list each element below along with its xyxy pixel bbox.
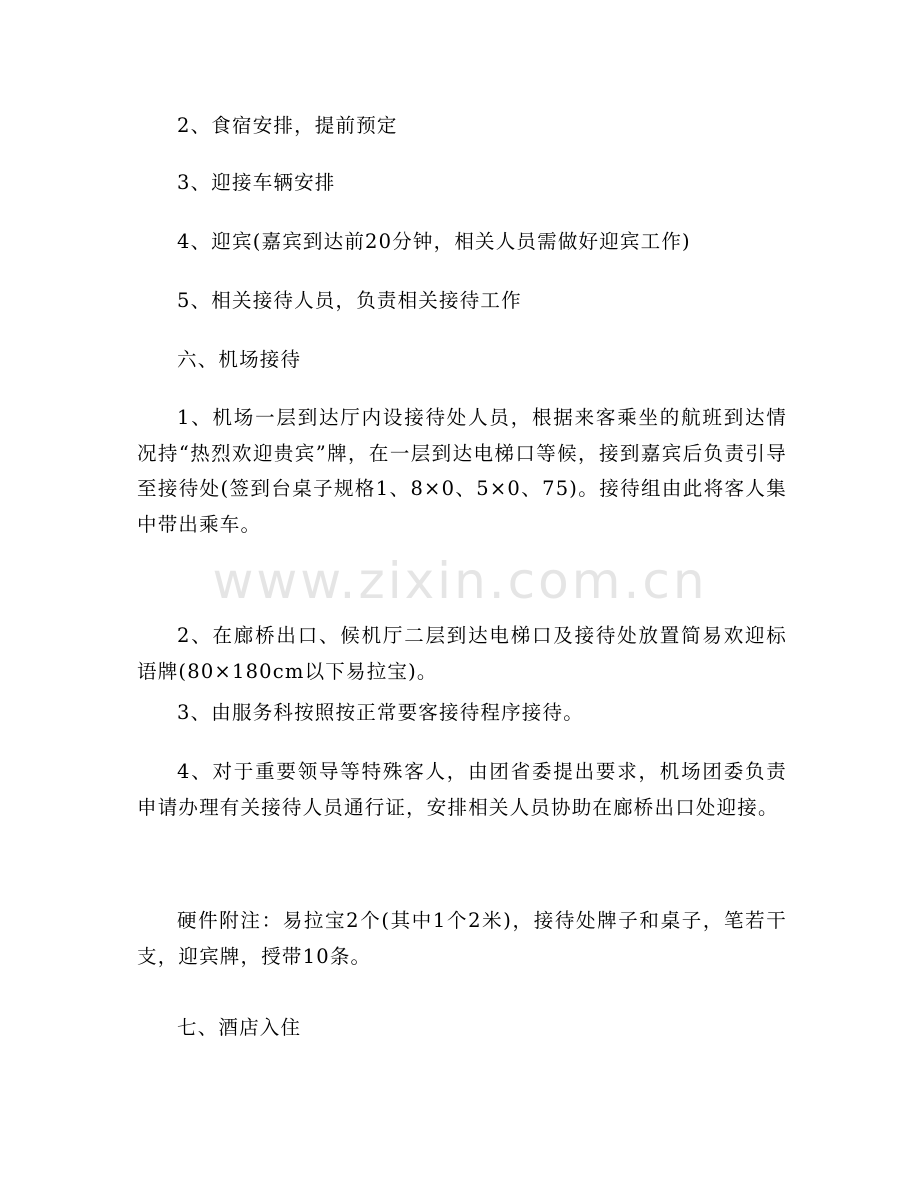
paragraph-reception-staff: 5、相关接待人员，负责相关接待工作 — [177, 289, 522, 312]
section-heading-hotel-checkin: 七、酒店入住 — [177, 1016, 302, 1039]
section-heading-airport-reception: 六、机场接待 — [177, 348, 302, 371]
paragraph-vip-guests: 4、对于重要领导等特殊客人，由团省委提出要求，机场团委负责申请办理有关接待人员通行证，安排相关人员协助在廊桥出口处迎接。 — [137, 760, 787, 819]
paragraph-service-procedure: 3、由服务科按照按正常要客接待程序接待。 — [177, 701, 584, 724]
paragraph-hardware-note: 硬件附注：易拉宝2个(其中1个2米)，接待处牌子和桌子，笔若干支，迎宾牌，授带10条。 — [137, 909, 787, 968]
paragraph-welcome-guests: 4、迎宾(嘉宾到达前20分钟，相关人员需做好迎宾工作) — [177, 230, 691, 253]
paragraph-welcome-signs: 2、在廊桥出口、候机厅二层到达电梯口及接待处放置简易欢迎标语牌(80×180cm以下易拉宝)。 — [137, 624, 787, 683]
paragraph-airport-arrival-hall: 1、机场一层到达厅内设接待处人员，根据来客乘坐的航班到达情况持“热烈欢迎贵宾”牌，在一层到达电梯口等候，接到嘉宾后负责引导至接待处(签到台桌子规格1、8×0、5×0、75)。接待组由此将客人集中带出乘车。 — [137, 406, 787, 536]
paragraph-meals-lodging: 2、食宿安排，提前预定 — [177, 114, 398, 137]
watermark-text: www.zixin.com.cn — [212, 552, 708, 610]
paragraph-vehicle-arrangement: 3、迎接车辆安排 — [177, 171, 336, 194]
